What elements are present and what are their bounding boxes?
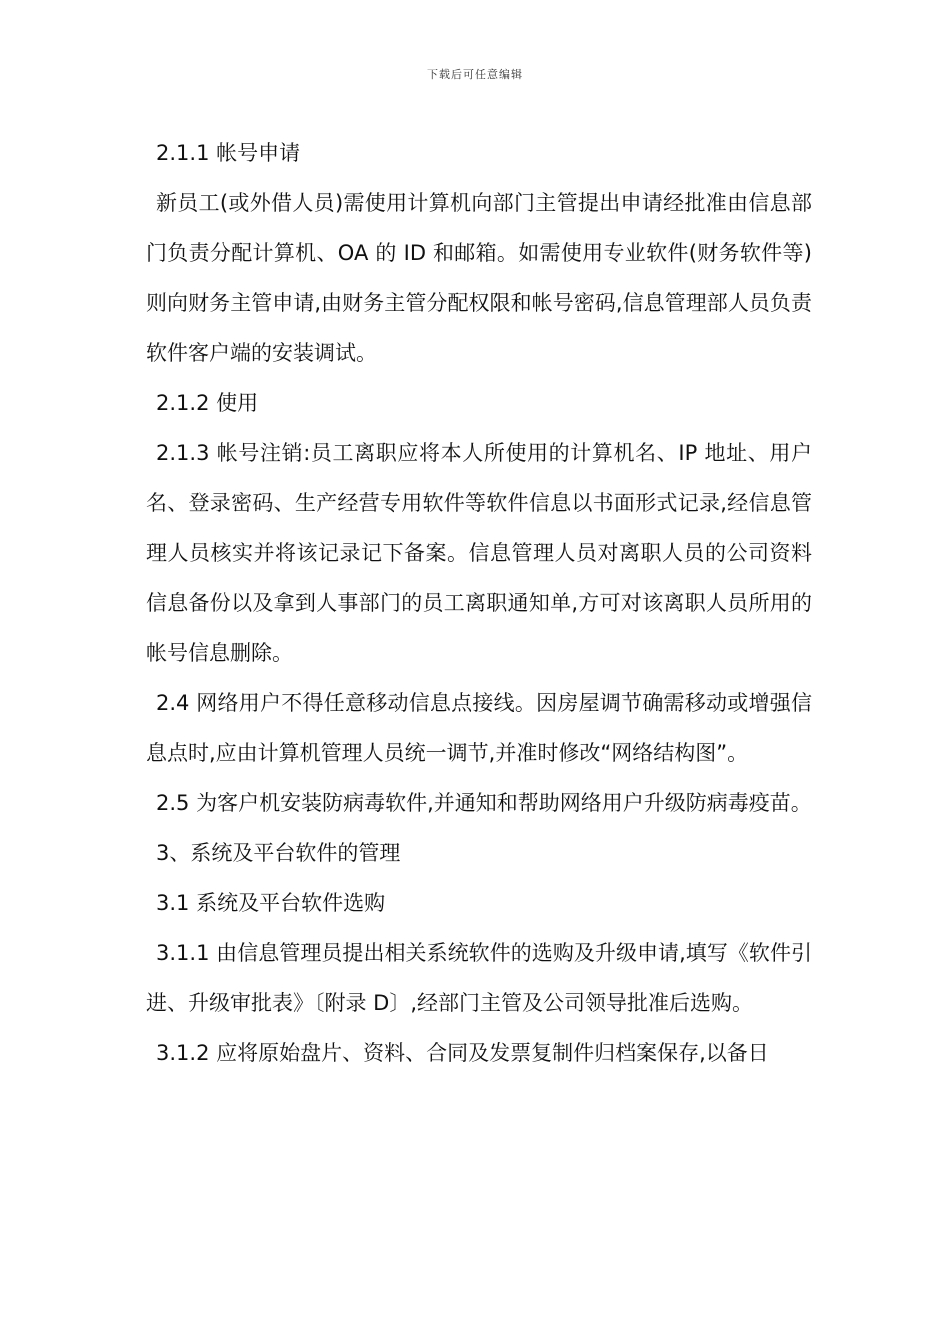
page-header: 下载后可任意编辑 — [427, 68, 523, 81]
paragraph-account-application: 新员工(或外借人员)需使用计算机向部门主管提出申请经批准由信息部门负责分配计算机、OA 的 ID 和邮箱。如需使用专业软件(财务软件等)则向财务主管申请,由财务主管分配权限和帐号密码,信息管理部人员负责软件客户端的安装调试。 — [146, 191, 812, 365]
paragraph-3-1-2: 3.1.2 应将原始盘片、资料、合同及发票复制件归档案保存,以备日 — [156, 1041, 769, 1065]
paragraph-2-5: 2.5 为客户机安装防病毒软件,并通知和帮助网络用户升级防病毒疫苗。 — [156, 791, 812, 815]
paragraph-2-4: 2.4 网络用户不得任意移动信息点接线。因房屋调节确需移动或增强信息点时,应由计算机管理人员统一调节,并准时修改“网络结构图”。 — [146, 691, 812, 765]
heading-3-1: 3.1 系统及平台软件选购 — [156, 891, 386, 915]
document-body — [146, 128, 812, 1078]
heading-3: 3、系统及平台软件的管理 — [156, 841, 401, 865]
heading-2-1-2: 2.1.2 使用 — [156, 391, 259, 415]
heading-2-1-1: 2.1.1 帐号申请 — [156, 141, 301, 165]
paragraph-account-cancellation: 2.1.3 帐号注销:员工离职应将本人所使用的计算机名、IP 地址、用户名、登录密码、生产经营专用软件等软件信息以书面形式记录,经信息管理人员核实并将该记录记下备案。信息管理人员对离职人员的公司资料信息备份以及拿到人事部门的员工离职通知单,方可对该离职人员所用的帐号信息删除。 — [146, 441, 812, 665]
paragraph-3-1-1: 3.1.1 由信息管理员提出相关系统软件的选购及升级申请,填写《软件引进、升级审批表》〔附录 D〕,经部门主管及公司领导批准后选购。 — [146, 941, 812, 1015]
